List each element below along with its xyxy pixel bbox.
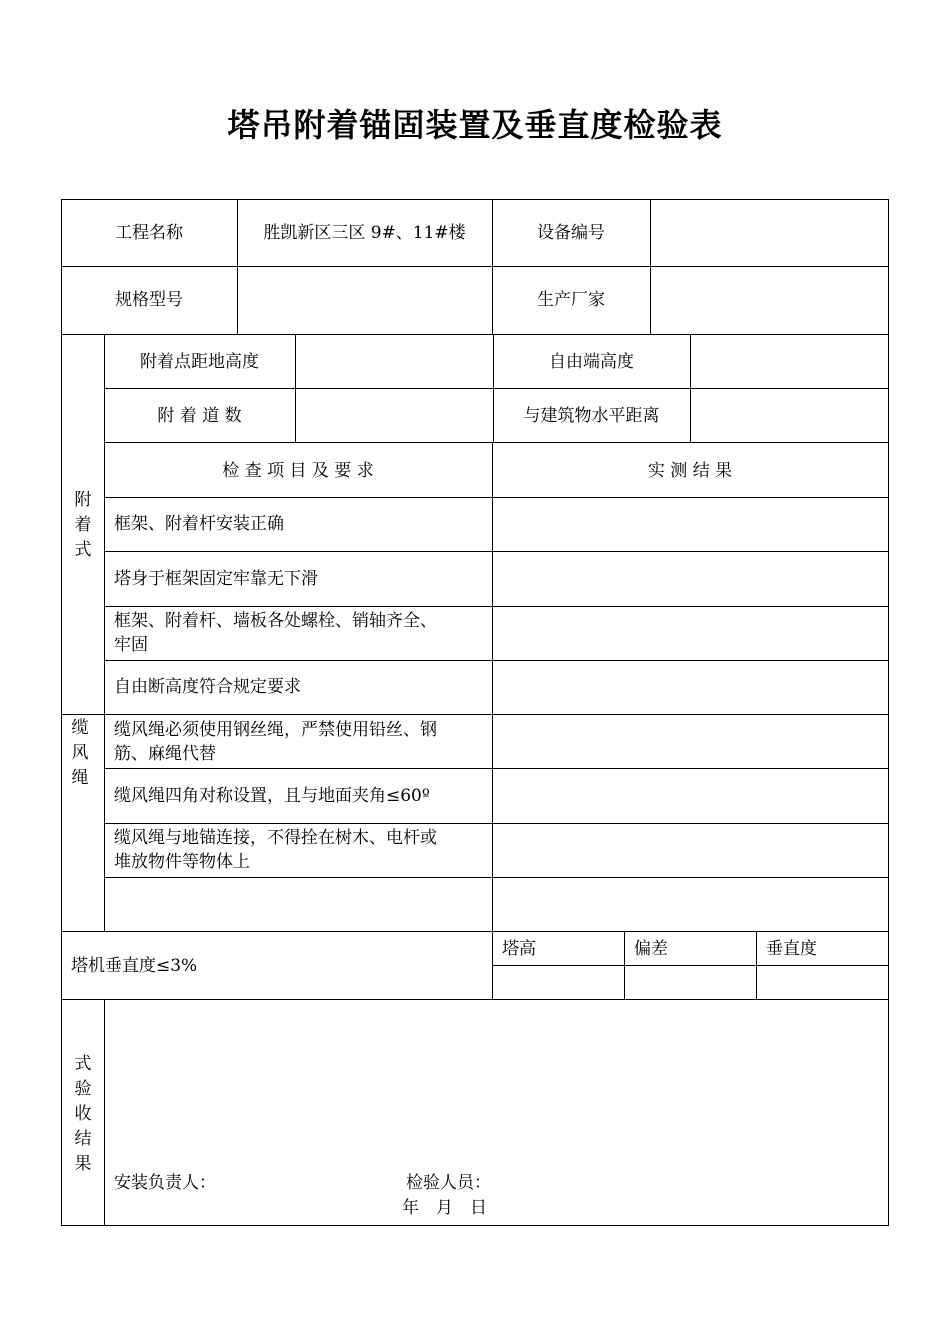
attach-point-height-label: 附着点距地高度 (140, 352, 259, 372)
row-divider (104, 388, 889, 389)
list-item: 缆风绳必须使用钢丝绳，严禁使用铅丝、钢 筋、麻绳代替 (114, 720, 437, 764)
row-divider (104, 606, 889, 607)
inspector-label: 检验人员： (406, 1173, 491, 1193)
device-no-label: 设备编号 (537, 223, 605, 243)
row-divider (61, 266, 889, 267)
list-item: 框架、附着杆安装正确 (114, 514, 284, 534)
col-divider (492, 442, 493, 999)
section-divider (61, 999, 889, 1000)
col-divider (650, 199, 651, 334)
list-item: 缆风绳四角对称设置，且与地面夹角≤60º (114, 786, 430, 806)
row-divider (492, 965, 889, 966)
table-border-right (888, 199, 889, 1226)
project-name-value: 胜凯新区三区 9#、11#楼 (263, 223, 466, 243)
free-end-height-label: 自由端高度 (549, 352, 634, 372)
model-label: 规格型号 (115, 290, 183, 310)
col-divider (756, 931, 757, 999)
list-item: 塔身于框架固定牢靠无下滑 (114, 569, 318, 589)
tower-height-label: 塔高 (502, 939, 536, 959)
inspection-items-header: 检 查 项 目 及 要 求 (222, 461, 374, 481)
section-label-attached: 附 着 式 (74, 490, 92, 560)
col-divider (492, 199, 493, 334)
row-divider (104, 660, 889, 661)
row-divider (104, 768, 889, 769)
col-divider (624, 931, 625, 999)
section-divider (61, 714, 889, 715)
row-divider (104, 442, 889, 443)
inspection-result-header: 实 测 结 果 (647, 461, 733, 481)
project-name-label: 工程名称 (115, 223, 183, 243)
section-label-cable: 缆 风 绳 (71, 718, 89, 788)
col-divider (295, 334, 296, 442)
attach-count-label: 附 着 道 数 (157, 406, 242, 426)
col-divider (237, 199, 238, 334)
row-divider (104, 497, 889, 498)
verticality-value-label: 垂直度 (766, 939, 817, 959)
verticality-label: 塔机垂直度≤3% (71, 956, 198, 976)
row-divider (104, 823, 889, 824)
page-title: 塔吊附着锚固装置及垂直度检验表 (227, 106, 723, 144)
row-divider (104, 877, 889, 878)
list-item: 缆风绳与地锚连接，不得拴在树木、电杆或 堆放物件等物体上 (114, 828, 437, 872)
deviation-label: 偏差 (634, 939, 668, 959)
row-divider (104, 551, 889, 552)
row-divider (61, 334, 889, 335)
table-border-bottom (61, 1225, 889, 1226)
section-divider (61, 931, 889, 932)
col-divider (690, 334, 691, 442)
table-border-top (61, 199, 889, 200)
section-label-acceptance: 式 验 收 结 果 (74, 1054, 92, 1174)
table-border-left (61, 199, 62, 1226)
horizontal-distance-label: 与建筑物水平距离 (523, 406, 660, 426)
list-item: 框架、附着杆、墙板各处螺栓、销轴齐全、 牢固 (114, 611, 437, 655)
date-label: 年 月 日 (402, 1198, 487, 1218)
list-item: 自由断高度符合规定要求 (114, 677, 301, 697)
installer-label: 安装负责人： (114, 1173, 216, 1193)
col-divider (104, 999, 105, 1226)
manufacturer-label: 生产厂家 (537, 290, 605, 310)
